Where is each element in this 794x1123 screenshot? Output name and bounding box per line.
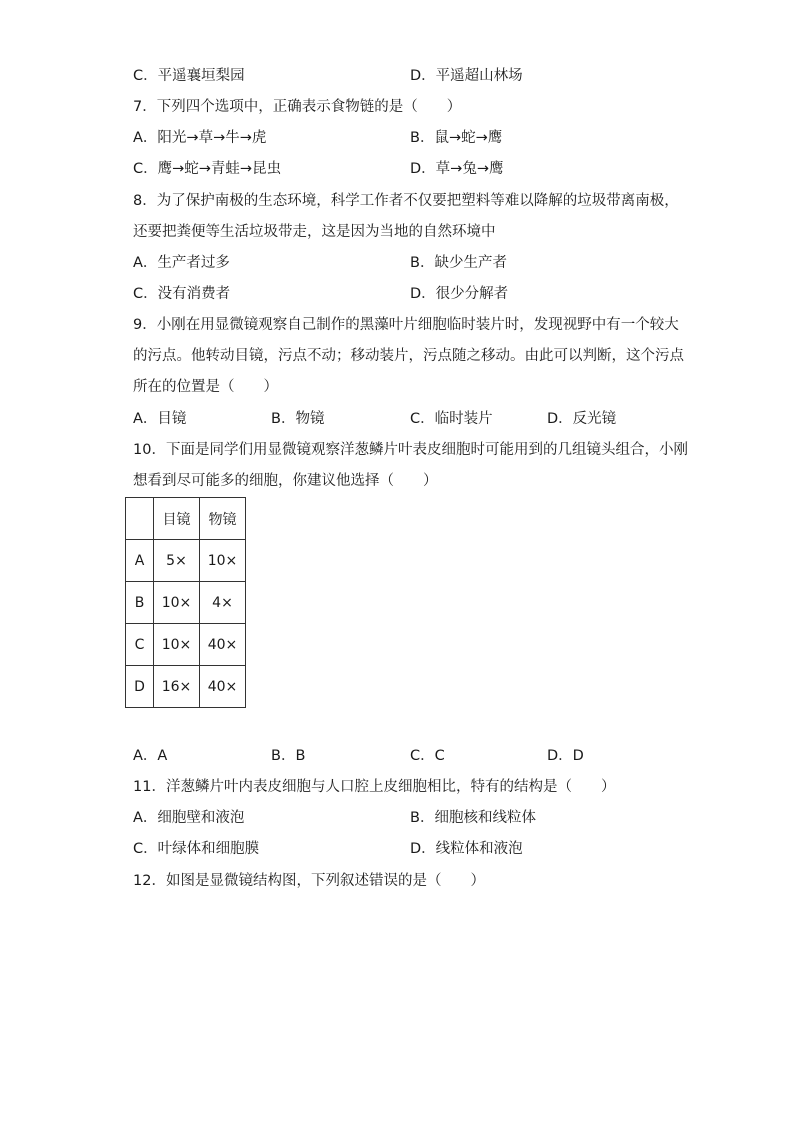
q9-stem-line1: 9．小刚在用显微镜观察自己制作的黑藻叶片细胞临时装片时，发现视野中有一个较大 bbox=[133, 317, 679, 333]
q9-option-a: A．目镜 bbox=[133, 411, 187, 427]
q8-option-d: D．很少分解者 bbox=[410, 286, 509, 302]
table-header-row bbox=[126, 498, 246, 540]
table-cell: 5× bbox=[154, 540, 200, 582]
q10-stem-line2: 想看到尽可能多的细胞，你建议他选择（ ） bbox=[133, 473, 438, 489]
q8-option-b: B．缺少生产者 bbox=[410, 255, 507, 271]
table-cell: 16× bbox=[154, 666, 200, 708]
lens-combination-table bbox=[125, 497, 246, 708]
q11-option-a: A．细胞壁和液泡 bbox=[133, 810, 245, 826]
table-header-eyepiece: 目镜 bbox=[154, 498, 200, 540]
q6-option-d: D．平遥超山林场 bbox=[410, 68, 523, 84]
table-cell: 10× bbox=[200, 540, 246, 582]
q11-option-d: D．线粒体和液泡 bbox=[410, 841, 523, 857]
q7-option-c: C．鹰→蛇→青蛙→昆虫 bbox=[133, 161, 282, 177]
q10-option-b: B．B bbox=[271, 748, 306, 764]
table-cell: C bbox=[126, 624, 154, 666]
q11-stem: 11．洋葱鳞片叶内表皮细胞与人口腔上皮细胞相比，特有的结构是（ ） bbox=[133, 779, 616, 795]
table-cell: 10× bbox=[154, 624, 200, 666]
q7-option-d: D．草→兔→鹰 bbox=[410, 161, 504, 177]
q8-stem-line1: 8．为了保护南极的生态环境，科学工作者不仅要把塑料等难以降解的垃圾带离南极， bbox=[133, 193, 679, 209]
q6-option-c: C．平遥襄垣梨园 bbox=[133, 68, 245, 84]
q9-stem-line3: 所在的位置是（ ） bbox=[133, 379, 278, 395]
q7-option-a: A．阳光→草→牛→虎 bbox=[133, 130, 267, 146]
table-cell bbox=[126, 498, 154, 540]
q7-stem: 7．下列四个选项中，正确表示食物链的是（ ） bbox=[133, 99, 462, 115]
table-cell: 4× bbox=[200, 582, 246, 624]
table-row bbox=[126, 582, 246, 624]
table-cell: B bbox=[126, 582, 154, 624]
q8-stem-line2: 还要把粪便等生活垃圾带走，这是因为当地的自然环境中 bbox=[133, 224, 496, 240]
q8-option-c: C．没有消费者 bbox=[133, 286, 231, 302]
table-header-objective: 物镜 bbox=[200, 498, 246, 540]
q10-option-d: D．D bbox=[547, 748, 584, 764]
q10-stem-line1: 10．下面是同学们用显微镜观察洋葱鳞片叶表皮细胞时可能用到的几组镜头组合，小刚 bbox=[133, 442, 688, 458]
table-cell: A bbox=[126, 540, 154, 582]
q11-option-c: C．叶绿体和细胞膜 bbox=[133, 841, 260, 857]
q7-option-b: B．鼠→蛇→鹰 bbox=[410, 130, 503, 146]
table-cell: 40× bbox=[200, 666, 246, 708]
q11-option-b: B．细胞核和线粒体 bbox=[410, 810, 536, 826]
q9-stem-line2: 的污点。他转动目镜，污点不动；移动装片，污点随之移动。由此可以判断，这个污点 bbox=[133, 348, 684, 364]
q9-option-b: B．物镜 bbox=[271, 411, 325, 427]
q10-option-a: A．A bbox=[133, 748, 168, 764]
table-cell: 40× bbox=[200, 624, 246, 666]
table-cell: 10× bbox=[154, 582, 200, 624]
table-cell: D bbox=[126, 666, 154, 708]
table-row bbox=[126, 666, 246, 708]
q10-option-c: C．C bbox=[410, 748, 445, 764]
q8-option-a: A．生产者过多 bbox=[133, 255, 230, 271]
q9-option-d: D．反光镜 bbox=[547, 411, 617, 427]
table-row bbox=[126, 624, 246, 666]
table-row bbox=[126, 540, 246, 582]
q12-stem: 12．如图是显微镜结构图，下列叙述错误的是（ ） bbox=[133, 873, 485, 889]
q9-option-c: C．临时装片 bbox=[410, 411, 493, 427]
